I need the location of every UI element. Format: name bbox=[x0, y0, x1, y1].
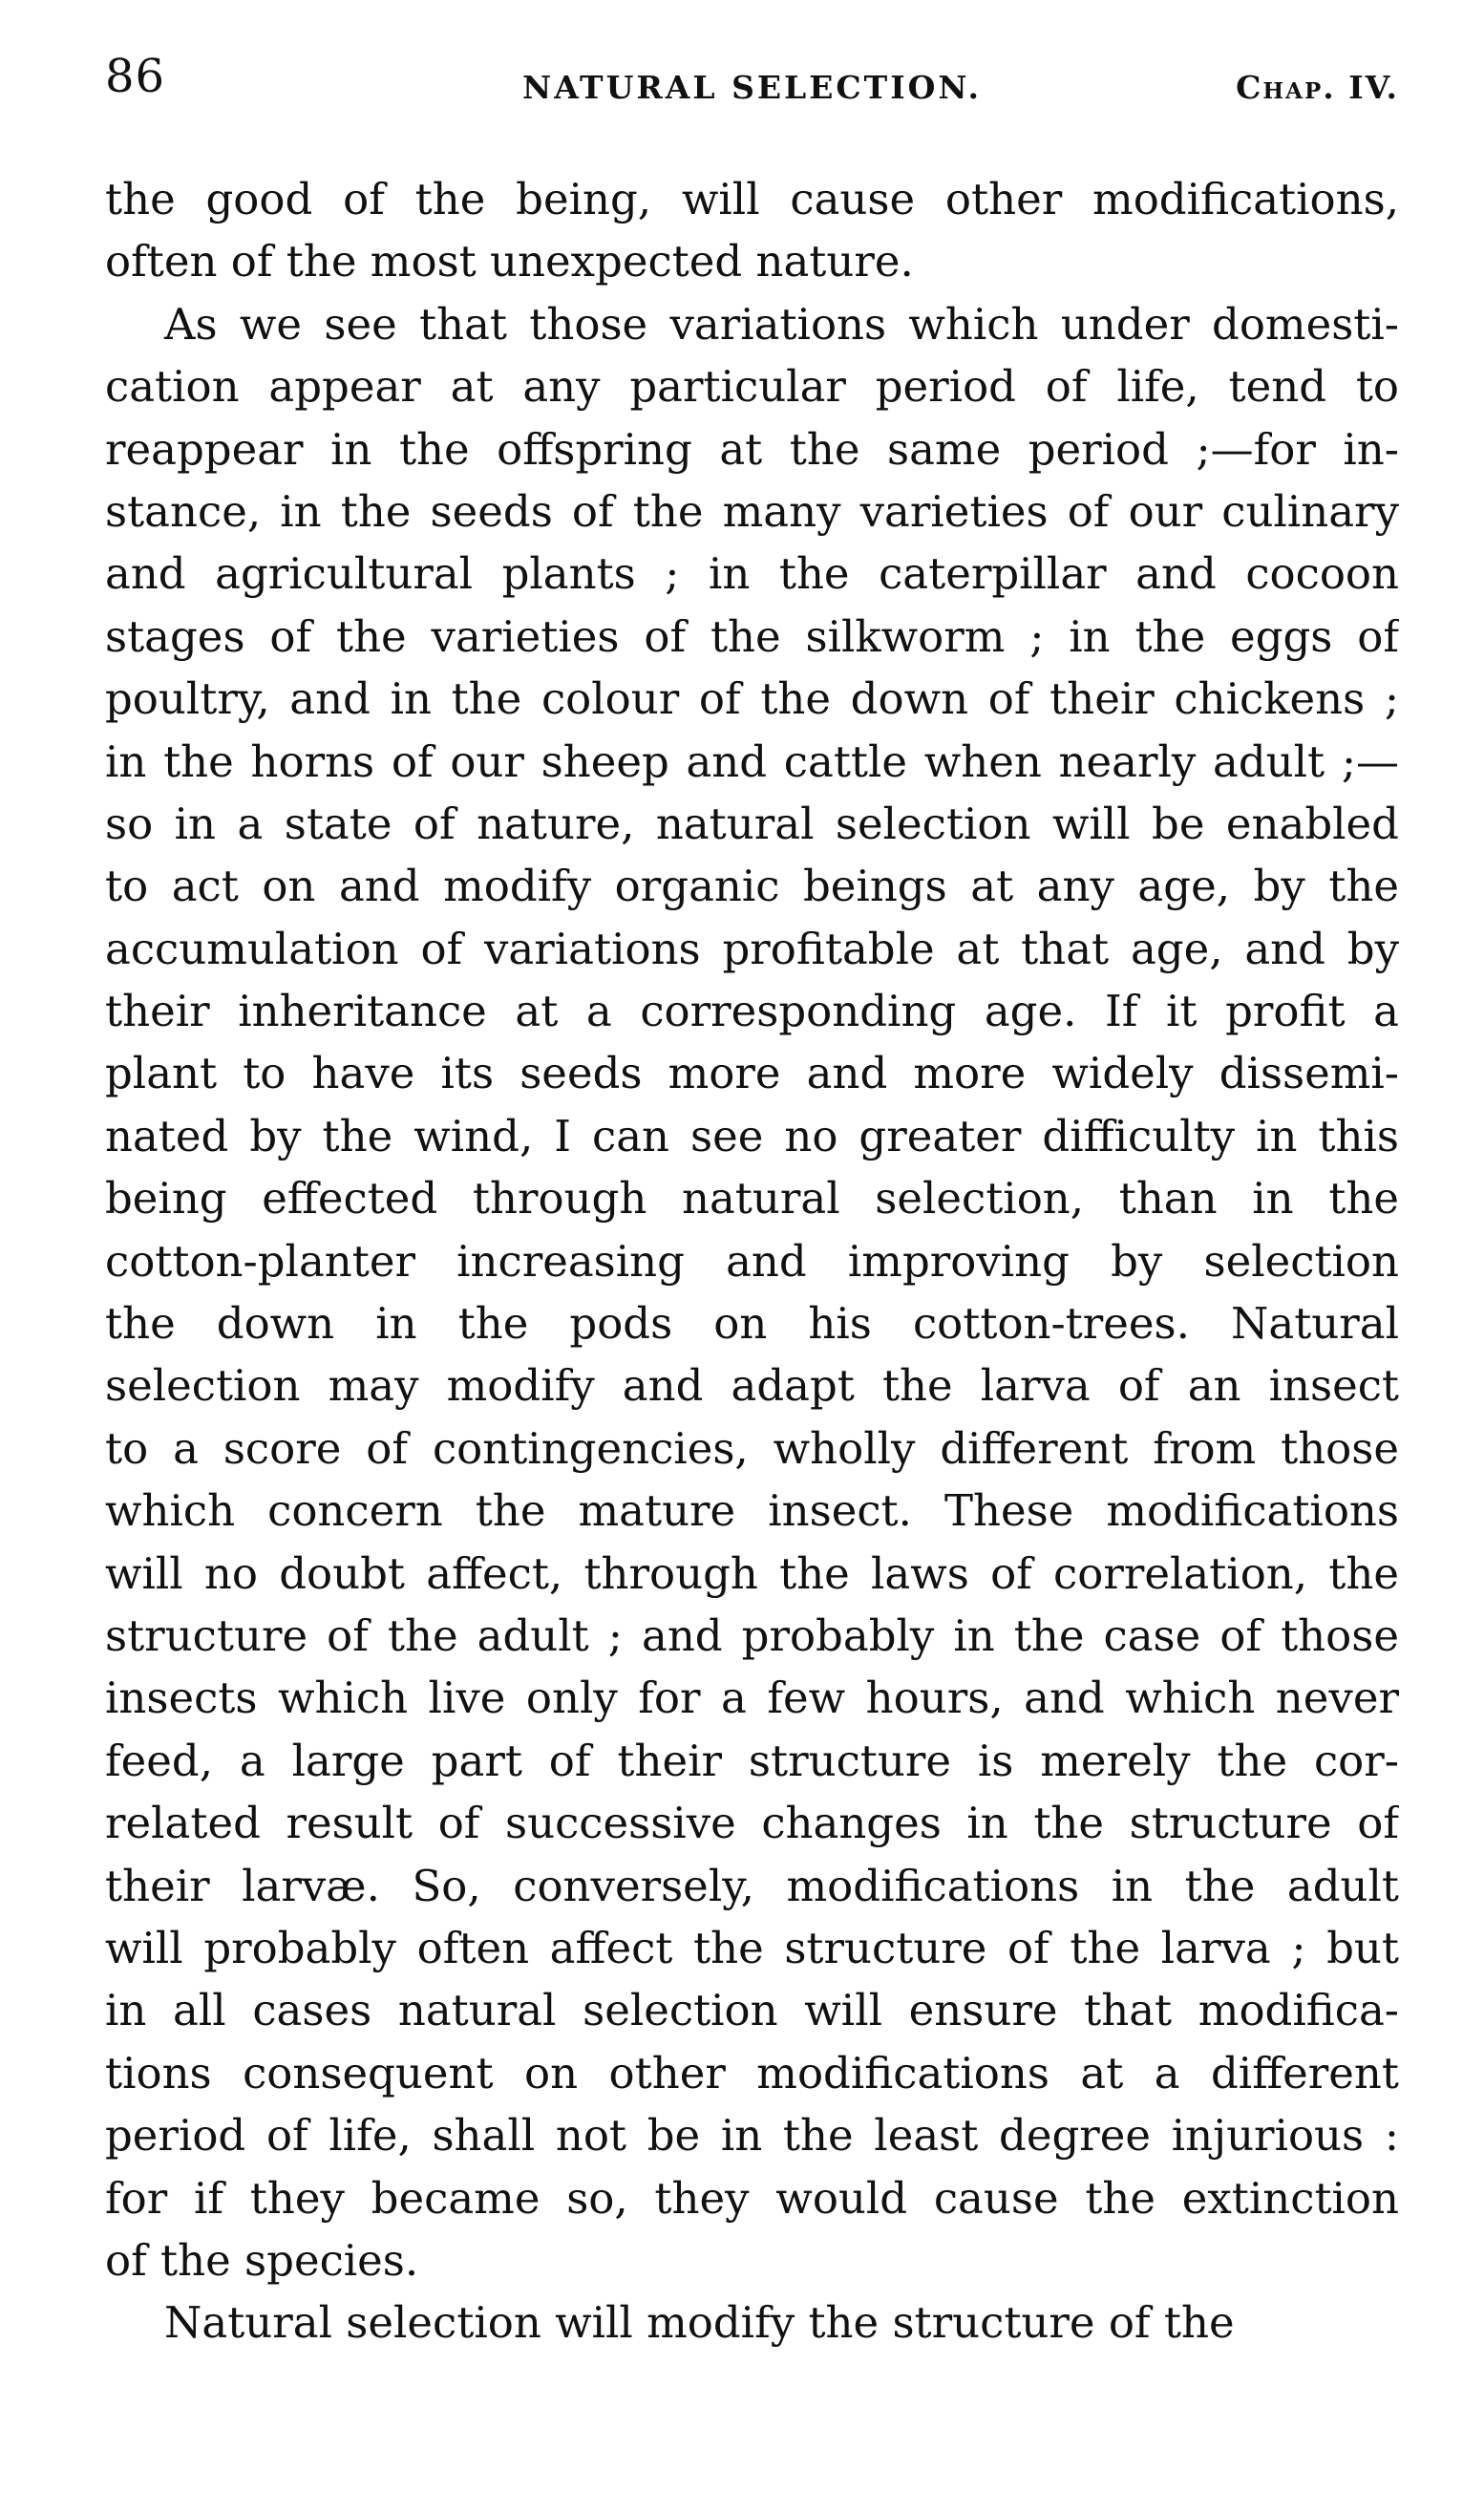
text-line: cation appear at any particular period of life, tend to bbox=[105, 361, 1399, 413]
text-line: of the species. bbox=[105, 2234, 419, 2286]
text-line: so in a state of nature, natural selection will be enabled bbox=[105, 798, 1399, 849]
body-text bbox=[105, 168, 1399, 2354]
text-line: their inheritance at a corresponding age. If it profit a bbox=[105, 986, 1399, 1037]
text-line: poultry, and in the colour of the down of their chickens ; bbox=[105, 673, 1399, 725]
text-line: Natural selection will modify the structure of the bbox=[164, 2297, 1235, 2349]
text-line: structure of the adult ; and probably in the case of those bbox=[105, 1609, 1399, 1661]
text-line: As we see that those variations which under domesti- bbox=[164, 298, 1399, 350]
text-line: reappear in the offspring at the same period ;—for in- bbox=[105, 423, 1399, 475]
text-line: will probably often affect the structure of the larva ; but bbox=[105, 1922, 1399, 1973]
text-line: selection may modify and adapt the larva of an insect bbox=[105, 1360, 1399, 1412]
paragraph bbox=[105, 293, 1399, 2292]
text-line: related result of successive changes in the structure of bbox=[105, 1798, 1399, 1849]
page-number: 86 bbox=[105, 50, 166, 103]
text-line: their larvæ. So, conversely, modifications in the adult bbox=[105, 1860, 1399, 1911]
text-line: for if they became so, they would cause the extinction bbox=[105, 2172, 1399, 2224]
text-line: will no doubt affect, through the laws of correlation, the bbox=[105, 1547, 1399, 1599]
text-line: stages of the varieties of the silkworm ; in the eggs of bbox=[105, 610, 1399, 662]
text-line: stance, in the seeds of the many varieties of our culinary bbox=[105, 485, 1399, 537]
text-line: period of life, shall not be in the least degree injurious : bbox=[105, 2110, 1399, 2162]
page-header bbox=[105, 50, 1399, 117]
text-line: to a score of contingencies, wholly different from those bbox=[105, 1422, 1399, 1474]
text-line: to act on and modify organic beings at any age, by the bbox=[105, 861, 1399, 912]
text-line: plant to have its seeds more and more widely dissemi- bbox=[105, 1048, 1399, 1099]
text-line: and agricultural plants ; in the caterpillar and cocoon bbox=[105, 548, 1399, 600]
paragraph bbox=[105, 2291, 1399, 2354]
text-line: being effected through natural selection, than in the bbox=[105, 1173, 1399, 1225]
text-line: feed, a large part of their structure is merely the cor- bbox=[105, 1735, 1399, 1786]
text-line: tions consequent on other modifications at a different bbox=[105, 2047, 1399, 2099]
text-line: in the horns of our sheep and cattle when nearly adult ;— bbox=[105, 735, 1399, 787]
text-line: accumulation of variations profitable at that age, and by bbox=[105, 923, 1399, 974]
running-title: NATURAL SELECTION. bbox=[522, 69, 982, 106]
text-line: often of the most unexpected nature. bbox=[105, 236, 914, 288]
text-line: which concern the mature insect. These modifications bbox=[105, 1485, 1399, 1537]
text-line: the good of the being, will cause other modifications, bbox=[105, 174, 1399, 224]
chapter-label: Chap. IV. bbox=[1236, 69, 1399, 106]
text-line: the down in the pods on his cotton-trees. Natural bbox=[105, 1298, 1399, 1350]
paragraph bbox=[105, 168, 1399, 293]
text-line: in all cases natural selection will ensure that modifica- bbox=[105, 1985, 1399, 2036]
text-line: cotton-planter increasing and improving by selection bbox=[105, 1235, 1399, 1287]
text-line: insects which live only for a few hours, and which never bbox=[105, 1673, 1399, 1724]
text-line: nated by the wind, I can see no greater difficulty in this bbox=[105, 1110, 1399, 1161]
